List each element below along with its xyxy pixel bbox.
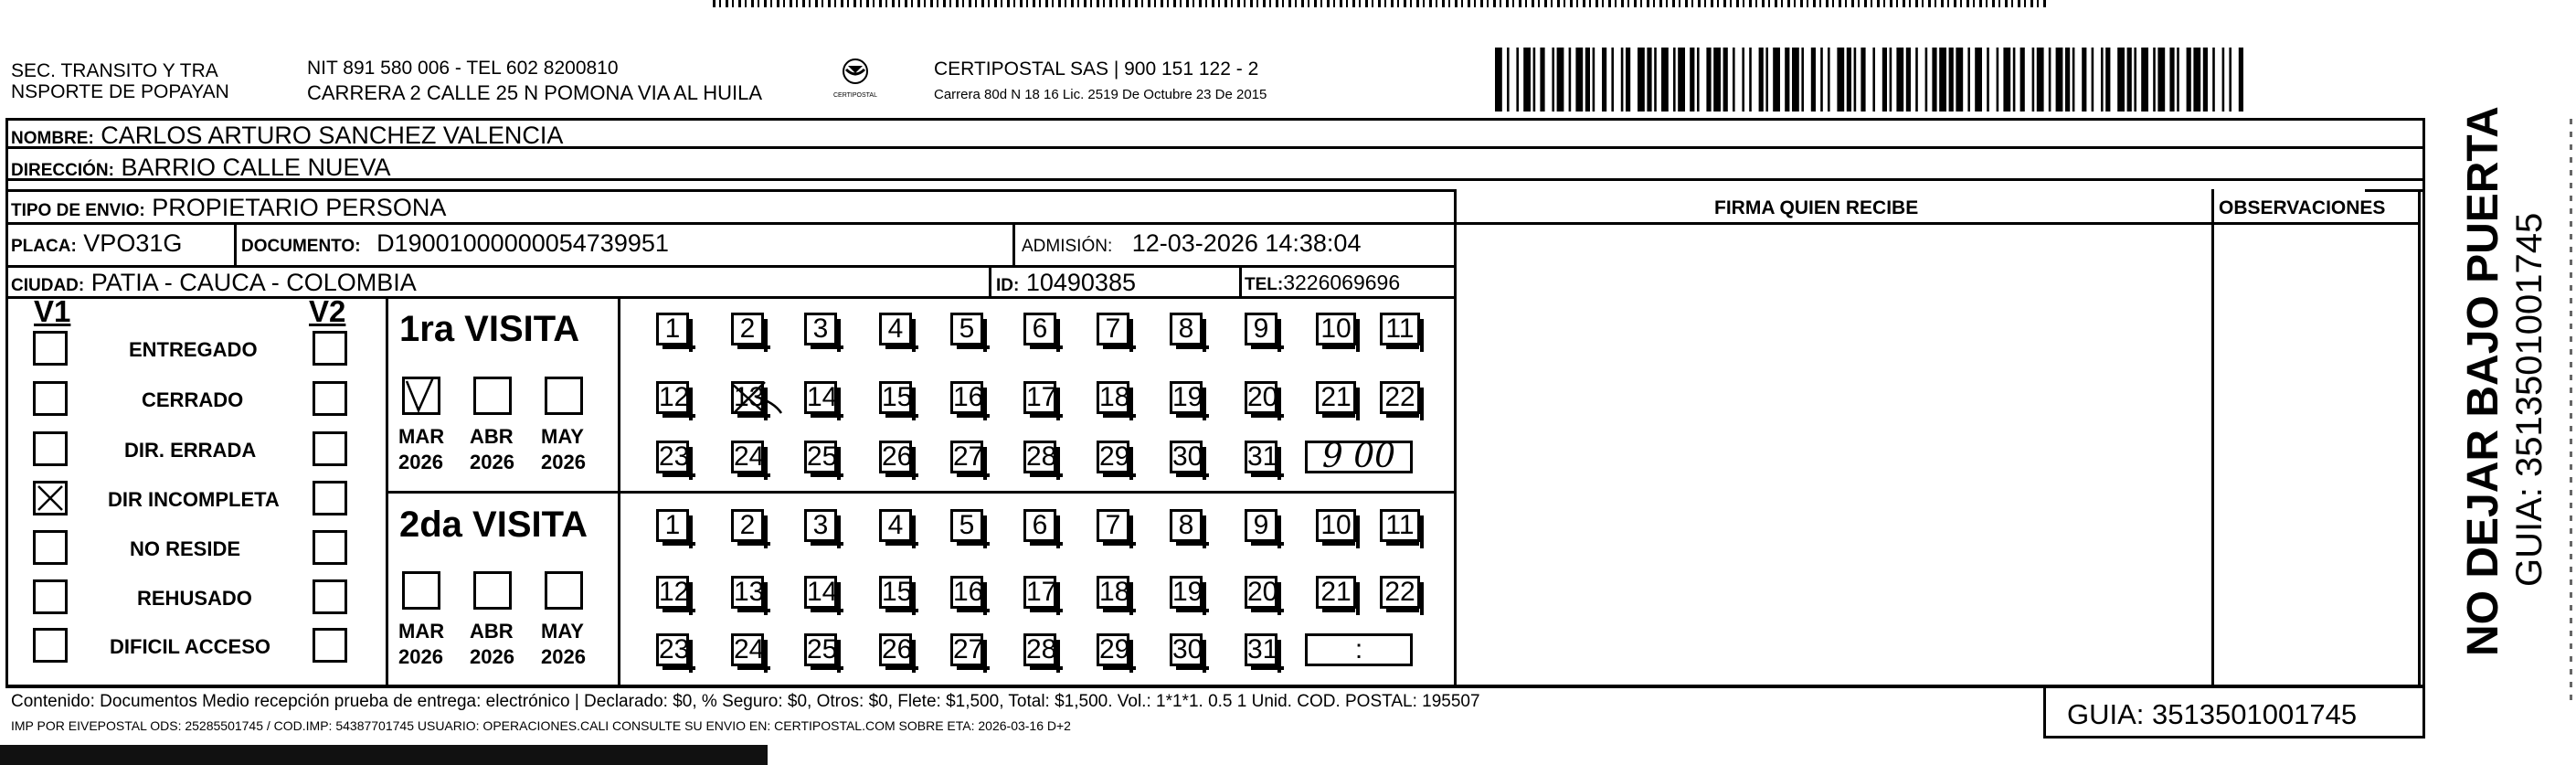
barcode-bar [1552, 48, 1554, 112]
day-box[interactable]: 23 [656, 441, 689, 473]
tel-value: 3226069696 [1283, 271, 1401, 294]
sender-name-line2: NSPORTE DE POPAYAN [11, 81, 229, 102]
footer-imp: IMP POR EIVEPOSTAL ODS: 25285501745 / COD.IMP: 54387701745 USUARIO: OPERACIONES.CALI CONSULTE SU ENVIO EN: CERTIPOSTAL.COM SOBRE ETA: 2026-03-16 D+2 [11, 718, 1071, 733]
documento-label: DOCUMENTO: [241, 237, 361, 256]
day-box[interactable]: 15 [879, 381, 912, 414]
day-box[interactable]: 17 [1023, 576, 1056, 609]
barcode-bar [2193, 48, 2200, 112]
visit2-title: 2da VISITA [399, 505, 588, 545]
day-box[interactable]: 27 [950, 441, 983, 473]
day-box[interactable]: 5 [950, 313, 983, 345]
month-label: ABR [470, 425, 514, 448]
day-box[interactable]: 20 [1245, 576, 1277, 609]
handwritten-cross-icon [728, 378, 783, 419]
tipo-label: TIPO DE ENVIO: [11, 201, 145, 220]
status-option-label: DIFICIL ACCESO [110, 635, 271, 658]
day-box[interactable]: 28 [1023, 441, 1056, 473]
day-box[interactable]: 27 [950, 633, 983, 666]
day-box[interactable]: 3 [804, 313, 837, 345]
v1-checkbox[interactable] [33, 579, 68, 614]
barcode-bar [2141, 48, 2148, 112]
barcode-bar [2117, 48, 2125, 112]
barcode-bar [1647, 48, 1651, 112]
barcode-bar [1906, 48, 1911, 112]
barcode-bar [1516, 48, 1519, 112]
day-box[interactable]: 21 [1316, 576, 1356, 609]
barcode-bar [1661, 48, 1669, 112]
row-divider-3b [2365, 189, 2425, 192]
day-box[interactable]: 20 [1245, 381, 1277, 414]
company-info: CERTIPOSTAL SAS | 900 151 122 - 2 [934, 58, 1259, 80]
top-partial-barcode [713, 0, 2047, 7]
day-box[interactable]: 23 [656, 633, 689, 666]
barcode-bar [1611, 48, 1614, 112]
day-box[interactable]: 16 [950, 576, 983, 609]
visit1-title: 1ra VISITA [399, 309, 580, 349]
barcode-bar [1837, 48, 1844, 112]
month-checkbox[interactable] [473, 571, 512, 610]
day-box[interactable]: 3 [804, 509, 837, 542]
placa-value: VPO31G [83, 229, 183, 257]
barcode-bar [1575, 48, 1583, 112]
v1-checkbox[interactable] [33, 628, 68, 663]
barcode-bar [2157, 48, 2165, 112]
barcode-bar [1773, 48, 1780, 112]
barcode-bar [1765, 48, 1768, 112]
barcode-bar [1890, 48, 1892, 112]
observaciones-col-left [2211, 189, 2214, 685]
barcode-bar [2032, 48, 2035, 112]
barcode-bar [2003, 48, 2010, 112]
day-box[interactable]: 15 [879, 576, 912, 609]
barcode-bar [1811, 48, 1816, 112]
day-box[interactable]: 2 [731, 509, 764, 542]
barcode-bar [2105, 48, 2110, 112]
barcode-bar [1697, 48, 1700, 112]
barcode-bar [1723, 48, 1728, 112]
year-label: 2026 [541, 645, 586, 668]
barcode-bar [1997, 48, 1999, 112]
barcode-bar [2239, 48, 2243, 112]
year-label: 2026 [470, 645, 514, 668]
barcode-bar [1939, 48, 1946, 112]
sender-address: CARRERA 2 CALLE 25 N POMONA VIA AL HUILA [307, 81, 763, 104]
tipo-value: PROPIETARIO PERSONA [152, 194, 447, 221]
day-box[interactable]: 24 [731, 633, 764, 666]
day-box[interactable]: 22 [1380, 381, 1420, 414]
barcode-bar [1507, 48, 1510, 112]
right-edge-dashes [2570, 119, 2572, 704]
day-box[interactable]: 25 [804, 633, 837, 666]
barcode-bar [2049, 48, 2051, 112]
barcode-bar [1759, 48, 1764, 112]
header-barcode [1495, 48, 2244, 112]
visit-divider [386, 491, 1457, 494]
barcode-bar [1987, 48, 1989, 112]
status-option-label: DIR. ERRADA [124, 439, 257, 462]
admision-label: ADMISIÓN: [1022, 237, 1113, 256]
barcode-bar [1847, 48, 1851, 112]
barcode-bar [2072, 48, 2075, 112]
barcode-bar [2065, 48, 2070, 112]
firma-label: FIRMA QUIEN RECIBE [1714, 197, 1919, 218]
barcode-bar [2212, 48, 2215, 112]
barcode-bar [2082, 48, 2086, 112]
id-value: 10490385 [1025, 269, 1136, 296]
v2-label: V2 [309, 294, 346, 328]
barcode-bar [2056, 48, 2063, 112]
day-box[interactable]: 9 [1245, 509, 1277, 542]
v2-checkbox[interactable] [313, 579, 347, 614]
v2-checkbox[interactable] [313, 431, 347, 466]
day-box[interactable]: 10 [1316, 509, 1356, 542]
barcode-bar [1706, 48, 1711, 112]
footer-contenido: Contenido: Documentos Medio recepción prueba de entrega: electrónico | Declarado: $0, % Seguro: $0, Otros: $0, Flete: $1,500, Total: $1,500. Vol.: 1*1*1. 0.5 1 Unid. COD. POSTAL: 195507 [11, 692, 1480, 711]
barcode-bar [1540, 48, 1544, 112]
status-option-label: ENTREGADO [129, 338, 258, 361]
day-box[interactable]: 7 [1097, 509, 1129, 542]
day-box[interactable]: 22 [1380, 576, 1420, 609]
barcode-bar [2101, 48, 2104, 112]
barcode-bar [1896, 48, 1903, 112]
sender-name-line1: SEC. TRANSITO Y TRA [11, 60, 218, 81]
day-box[interactable]: 12 [656, 576, 689, 609]
admision-divider [1012, 222, 1015, 265]
barcode-bar [2177, 48, 2179, 112]
admision-value: 12-03-2026 14:38:04 [1131, 229, 1362, 257]
barcode-bar [2013, 48, 2016, 112]
day-box[interactable]: 1 [656, 313, 689, 345]
direccion-label: DIRECCIÓN: [11, 161, 114, 180]
day-box[interactable]: 25 [804, 441, 837, 473]
row-divider-5 [5, 265, 1456, 268]
footer-guia: GUIA: 3513501001745 [2067, 698, 2358, 730]
day-box[interactable]: 24 [731, 441, 764, 473]
v2-checkbox[interactable] [313, 628, 347, 663]
barcode-bar [1872, 48, 1875, 112]
company-license: Carrera 80d N 18 16 Lic. 2519 De Octubre 23 De 2015 [934, 87, 1267, 102]
tel-row [1245, 271, 1400, 295]
day-box[interactable]: 18 [1097, 381, 1129, 414]
barcode-bar [1585, 48, 1590, 112]
documento-value: D19001000000054739951 [376, 229, 669, 257]
month-checkbox[interactable] [545, 571, 583, 610]
barcode-bar [1690, 48, 1694, 112]
barcode-bar [2020, 48, 2025, 112]
row-divider-4 [5, 222, 2418, 225]
day-box[interactable]: 4 [879, 313, 912, 345]
v1-checkbox[interactable] [33, 431, 68, 466]
barcode-bar [2222, 48, 2225, 112]
documento-row [241, 229, 669, 258]
ciudad-row [11, 269, 417, 297]
month-checkbox[interactable] [402, 571, 440, 610]
time-text: 9 00 [1321, 438, 1396, 475]
v1-checkbox[interactable] [33, 331, 68, 366]
ciudad-value: PATIA - CAUCA - COLOMBIA [90, 269, 417, 296]
barcode-bar [1932, 48, 1936, 112]
barcode-bar [1569, 48, 1572, 112]
day-box[interactable]: 16 [950, 381, 983, 414]
observaciones-col-right [2418, 189, 2421, 685]
barcode-bar [1975, 48, 1982, 112]
barcode-bar [2169, 48, 2174, 112]
month-checkbox[interactable] [473, 377, 512, 415]
month-checkbox[interactable] [545, 377, 583, 415]
barcode-bar [1593, 48, 1595, 112]
year-label: 2026 [398, 645, 443, 668]
day-box[interactable]: 12 [656, 381, 689, 414]
day-box[interactable]: 8 [1170, 313, 1203, 345]
day-box[interactable]: 11 [1380, 313, 1420, 345]
side-guia: GUIA: 3513501001745 [2509, 212, 2549, 587]
barcode-bar [2203, 48, 2208, 112]
v1-checkbox[interactable] [33, 381, 68, 416]
v2-checkbox[interactable] [313, 481, 347, 515]
tel-label: TEL: [1245, 275, 1284, 294]
barcode-bar [2092, 48, 2094, 112]
barcode-bar [2037, 48, 2044, 112]
day-box[interactable]: 14 [804, 381, 837, 414]
tipo-row [11, 194, 446, 222]
day-box[interactable]: 29 [1097, 441, 1129, 473]
id-label: ID: [996, 276, 1020, 295]
barcode-bar [1626, 48, 1630, 112]
v1-checkbox[interactable] [33, 530, 68, 565]
direccion-value: BARRIO CALLE NUEVA [121, 154, 391, 181]
time-box[interactable] [1305, 633, 1413, 666]
barcode-bar [1967, 48, 1970, 112]
year-label: 2026 [398, 451, 443, 473]
nombre-row [11, 122, 563, 150]
v1-checkbox[interactable] [33, 481, 68, 515]
barcode-bar [2187, 48, 2191, 112]
barcode-bar [1956, 48, 1963, 112]
barcode-bar [1621, 48, 1624, 112]
handwritten-check-icon [402, 374, 440, 416]
status-option-label: REHUSADO [137, 587, 252, 610]
barcode-bar [1638, 48, 1645, 112]
barcode-bar [2127, 48, 2132, 112]
day-box[interactable]: 31 [1245, 441, 1277, 473]
month-label: MAY [541, 620, 584, 643]
observaciones-label: OBSERVACIONES [2219, 197, 2386, 218]
placa-row [11, 229, 182, 258]
barcode-bar [1533, 48, 1536, 112]
barcode-bar [1749, 48, 1752, 112]
day-box[interactable]: 19 [1170, 381, 1203, 414]
day-box[interactable]: 8 [1170, 509, 1203, 542]
day-box[interactable]: 13 [731, 381, 764, 414]
barcode-bar [2134, 48, 2136, 112]
barcode-bar [1915, 48, 1918, 112]
barcode-bar [1949, 48, 1954, 112]
status-option-label: DIR INCOMPLETA [108, 488, 280, 511]
barcode-bar [1820, 48, 1823, 112]
day-box[interactable]: 10 [1316, 313, 1356, 345]
barcode-bar [1523, 48, 1531, 112]
barcode-bar [1882, 48, 1887, 112]
day-box[interactable]: 30 [1170, 441, 1203, 473]
day-box[interactable]: 1 [656, 509, 689, 542]
day-box[interactable]: 19 [1170, 576, 1203, 609]
day-box[interactable]: 26 [879, 633, 912, 666]
time-text: : [1354, 634, 1363, 664]
v2-checkbox[interactable] [313, 381, 347, 416]
barcode-bar [1854, 48, 1857, 112]
tel-divider [1239, 265, 1242, 296]
day-box[interactable]: 6 [1023, 509, 1056, 542]
day-box[interactable]: 11 [1380, 509, 1420, 542]
barcode-bar [1557, 48, 1564, 112]
year-label: 2026 [470, 451, 514, 473]
year-label: 2026 [541, 451, 586, 473]
checkmark-x-icon [36, 483, 65, 513]
sender-nit: NIT 891 580 006 - TEL 602 8200810 [307, 58, 619, 79]
day-box[interactable]: 26 [879, 441, 912, 473]
row-divider-3 [5, 189, 1457, 192]
barcode-bar [1654, 48, 1657, 112]
day-box[interactable]: 29 [1097, 633, 1129, 666]
day-box[interactable]: 31 [1245, 633, 1277, 666]
barcode-bar [1495, 48, 1502, 112]
day-box[interactable]: 9 [1245, 313, 1277, 345]
month-label: ABR [470, 620, 514, 643]
barcode-bar [1742, 48, 1744, 112]
barcode-bar [1828, 48, 1830, 112]
nombre-value: CARLOS ARTURO SANCHEZ VALENCIA [101, 122, 564, 149]
barcode-bar [1801, 48, 1804, 112]
day-box[interactable]: 14 [804, 576, 837, 609]
day-box[interactable]: 30 [1170, 633, 1203, 666]
barcode-bar [2153, 48, 2156, 112]
v2-checkbox[interactable] [313, 530, 347, 565]
certipostal-logo [828, 53, 883, 104]
ciudad-label: CIUDAD: [11, 276, 85, 295]
v2-checkbox[interactable] [313, 331, 347, 366]
barcode-bar [2229, 48, 2231, 112]
barcode-bar [1673, 48, 1676, 112]
id-row [996, 269, 1136, 297]
month-label: MAR [398, 425, 445, 448]
day-box[interactable]: 4 [879, 509, 912, 542]
barcode-bar [1602, 48, 1606, 112]
nombre-label: NOMBRE: [11, 129, 94, 148]
direccion-row [11, 154, 391, 182]
barcode-bar [1713, 48, 1721, 112]
v1-label: V1 [34, 294, 71, 328]
status-option-label: NO RESIDE [130, 537, 241, 560]
day-box[interactable]: 5 [950, 509, 983, 542]
status-option-label: CERRADO [142, 388, 244, 411]
day-box[interactable]: 21 [1316, 381, 1356, 414]
bottom-black-strip [0, 745, 768, 765]
id-divider [989, 265, 991, 296]
side-no-dejar: NO DEJAR BAJO PUERTA [2459, 106, 2507, 656]
signature-col-left [1454, 189, 1457, 685]
day-box[interactable]: 17 [1023, 381, 1056, 414]
admision-row [1022, 229, 1361, 258]
day-box[interactable]: 18 [1097, 576, 1129, 609]
barcode-bar [1785, 48, 1789, 112]
day-box[interactable]: 28 [1023, 633, 1056, 666]
barcode-bar [1792, 48, 1799, 112]
logo-caption: CERTIPOSTAL [833, 92, 877, 99]
day-box[interactable]: 2 [731, 313, 764, 345]
month-checkbox[interactable] [402, 377, 440, 415]
placa-divider [234, 222, 237, 265]
month-label: MAY [541, 425, 584, 448]
placa-label: PLACA: [11, 237, 77, 256]
time-box[interactable] [1305, 438, 1413, 475]
barcode-bar [1733, 48, 1735, 112]
day-box[interactable]: 6 [1023, 313, 1056, 345]
day-box[interactable]: 7 [1097, 313, 1129, 345]
month-label: MAR [398, 620, 445, 643]
day-box[interactable]: 13 [731, 576, 764, 609]
barcode-bar [1925, 48, 1928, 112]
barcode-bar [1860, 48, 1865, 112]
barcode-bar [1678, 48, 1685, 112]
